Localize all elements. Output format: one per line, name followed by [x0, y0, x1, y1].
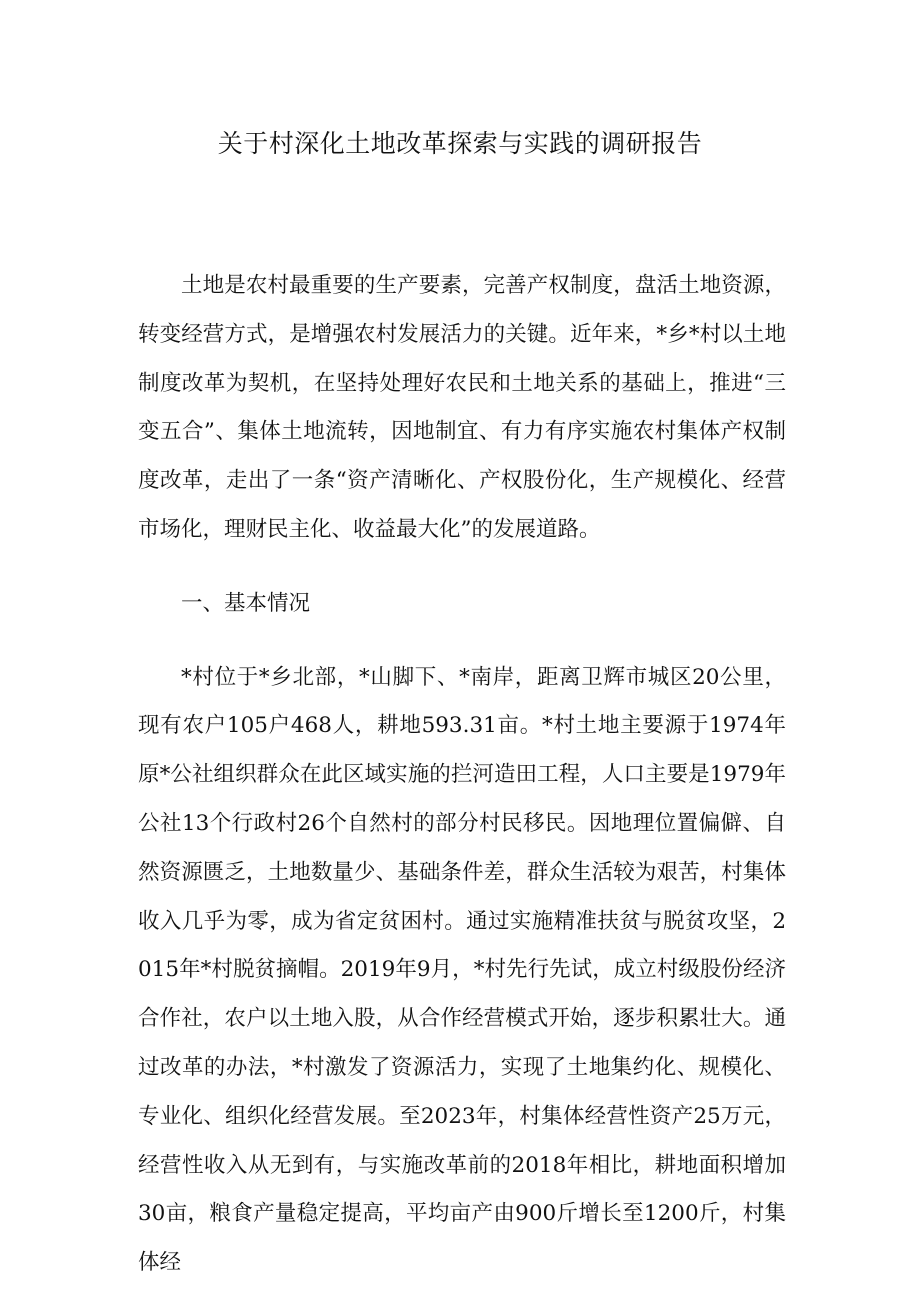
intro-paragraph: 土地是农村最重要的生产要素，完善产权制度，盘活土地资源，转变经营方式，是增强农村发展活力的关键。近年来，*乡*村以土地制度改革为契机，在坚持处理好农民和土地关系的基础上，推进“三变五合”、集体土地流转，因地制宜、有力有序实施农村集体产权制度改革，走出了一条“资产清晰化、产权股份化，生产规模化、经营市场化，理财民主化、收益最大化”的发展道路。 — [138, 273, 786, 542]
basic-situation-paragraph: *村位于*乡北部，*山脚下、*南岸，距离卫辉市城区20公里，现有农户105户468人，耕地593.31亩。*村土地主要源于1974年原*公社组织群众在此区域实施的拦河造田工程，人口主要是1979年公社13个行政村26个自然村的部分村民移民。因地理位置偏僻、自然资源匮乏，土地数量少、基础条件差，群众生活较为艰苦，村集体收入几乎为零，成为省定贫困村。通过实施精准扶贫与脱贫攻坚，2015年*村脱贫摘帽。2019年9月，*村先行先试，成立村级股份经济合作社，农户以土地入股，从合作经营模式开始，逐步积累壮大。通过改革的办法，*村激发了资源活力，实现了土地集约化、规模化、专业化、组织化经营发展。至2023年，村集体经营性资产25万元，经营性收入从无到有，与实施改革前的2018年相比，耕地面积增加30亩，粮食产量稳定提高，平均亩产由900斤增长至1200斤，村集体经 — [138, 664, 786, 1276]
document-title: 关于村深化土地改革探索与实践的调研报告 — [217, 129, 703, 158]
document-body — [138, 262, 786, 1313]
section-heading-basic-situation: 一、基本情况 — [181, 590, 311, 616]
